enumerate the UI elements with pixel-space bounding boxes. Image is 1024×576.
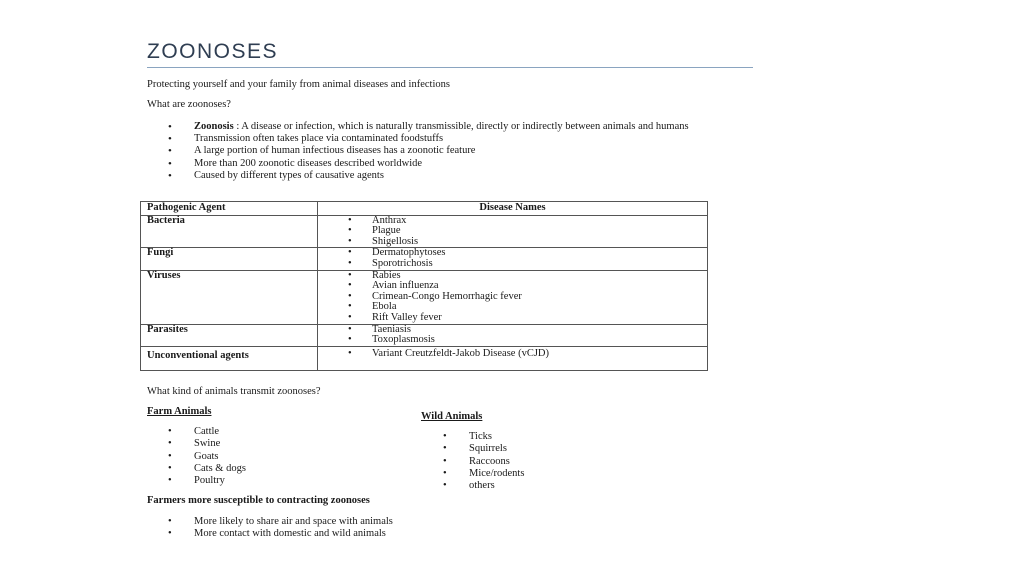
disease-item: • Variant Creutzfeldt-Jakob Disease (vCJD)	[348, 349, 701, 360]
disease-item: • Rabies	[348, 271, 701, 282]
list-item: • More contact with domestic and wild animals	[168, 528, 393, 540]
farmers-heading: Farmers more susceptible to contracting zoonoses	[147, 495, 370, 506]
table-header-row	[141, 202, 708, 216]
disease-cell	[318, 270, 708, 324]
list-item: • Goats	[168, 451, 246, 463]
definition-item	[168, 121, 758, 133]
fact-item: • More than 200 zoonotic diseases described worldwide	[168, 158, 758, 170]
agent-cell: Viruses	[141, 270, 318, 324]
table-row	[141, 270, 708, 324]
agent-cell: Bacteria	[141, 215, 318, 248]
list-item: • Poultry	[168, 475, 246, 487]
disease-cell	[318, 346, 708, 371]
disease-item: • Shigellosis	[348, 237, 701, 248]
question-which-animals: What kind of animals transmit zoonoses?	[147, 386, 321, 397]
header-pathogenic-agent: Pathogenic Agent	[141, 202, 318, 216]
definition-text: : A disease or infection, which is naturally transmissible, directly or indirectly between animals and humans	[233, 121, 689, 132]
disease-item: • Avian influenza	[348, 281, 701, 292]
list-item: • Cattle	[168, 426, 246, 438]
page-title: ZOONOSES	[147, 40, 279, 63]
disease-item: • Taeniasis	[348, 325, 701, 336]
disease-item: • Sporotrichosis	[348, 259, 701, 270]
disease-cell	[318, 324, 708, 346]
fact-item: • A large portion of human infectious diseases has a zoonotic feature	[168, 145, 758, 157]
intro-text: Protecting yourself and your family from animal diseases and infections	[147, 79, 450, 90]
table-row	[141, 324, 708, 346]
disease-item: • Toxoplasmosis	[348, 335, 701, 346]
agent-cell: Unconventional agents	[141, 346, 318, 371]
list-item: • Mice/rodents	[443, 468, 524, 480]
list-item: • Ticks	[443, 431, 524, 443]
disease-item: • Rift Valley fever	[348, 313, 701, 324]
farm-animals-heading: Farm Animals	[147, 406, 212, 417]
fact-item: • Caused by different types of causative agents	[168, 170, 758, 182]
wild-animals-list	[443, 431, 524, 492]
list-item: • others	[443, 480, 524, 492]
question-what-are-zoonoses: What are zoonoses?	[147, 99, 231, 110]
disease-item: • Crimean-Congo Hemorrhagic fever	[348, 292, 701, 303]
pathogen-table	[140, 201, 708, 371]
list-item: • Swine	[168, 438, 246, 450]
disease-cell	[318, 248, 708, 270]
table-row	[141, 248, 708, 270]
list-item: • Raccoons	[443, 456, 524, 468]
list-item: • Cats & dogs	[168, 463, 246, 475]
fact-item: • Transmission often takes place via contaminated foodstuffs	[168, 133, 758, 145]
disease-cell	[318, 215, 708, 248]
list-item: • More likely to share air and space with animals	[168, 516, 393, 528]
list-item: • Squirrels	[443, 443, 524, 455]
farmers-reasons-list	[168, 516, 393, 541]
disease-item: • Dermatophytoses	[348, 248, 701, 259]
disease-item: • Ebola	[348, 302, 701, 313]
table-row	[141, 346, 708, 371]
farm-animals-list	[168, 426, 246, 487]
agent-cell: Fungi	[141, 248, 318, 270]
disease-item: • Anthrax	[348, 216, 701, 227]
disease-item: • Plague	[348, 226, 701, 237]
table-row	[141, 215, 708, 248]
zoonosis-facts-list	[168, 121, 758, 182]
agent-cell: Parasites	[141, 324, 318, 346]
header-disease-names: Disease Names	[318, 202, 708, 216]
definition-term: Zoonosis	[194, 121, 234, 132]
wild-animals-heading: Wild Animals	[421, 411, 483, 422]
title-divider	[147, 67, 753, 68]
